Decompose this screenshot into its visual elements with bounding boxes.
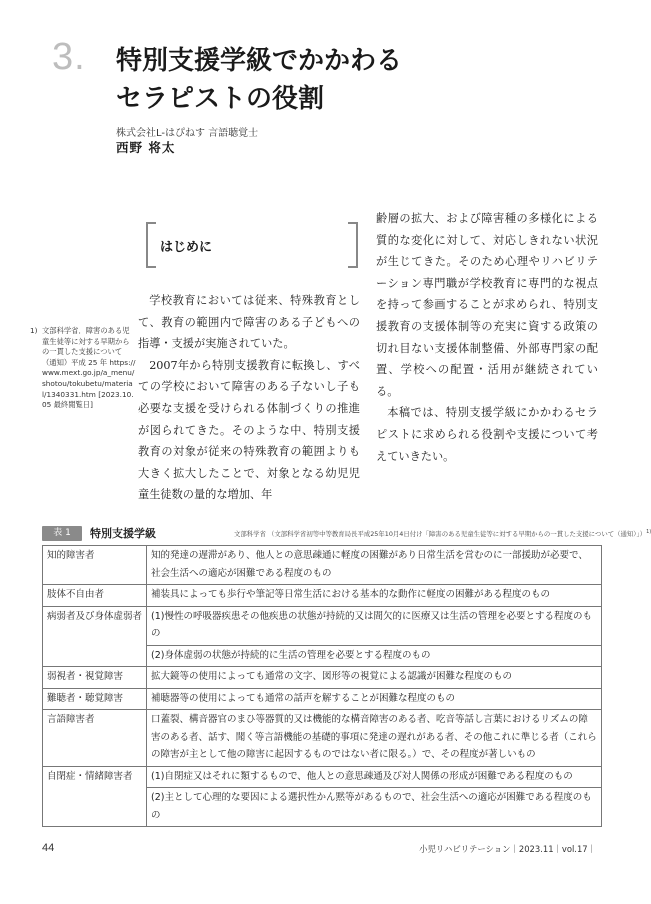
table-cell-category: 肢体不自由者	[43, 585, 147, 607]
table-row	[43, 606, 602, 645]
table-cell-description: (1)自閉症又はそれに類するもので、他人との意思疎通及び対人関係の形成が困難である程度のもの	[147, 766, 602, 788]
table-row	[43, 546, 602, 585]
page-title	[116, 42, 556, 118]
table-row	[43, 710, 602, 767]
body-column-right	[376, 208, 598, 467]
running-title: 小児リハビリテーション｜2023.11｜vol.17｜	[419, 844, 596, 854]
table-cell-description: (1)慢性の呼吸器疾患その他疾患の状態が持続的又は間欠的に医療又は生活の管理を必要とする程度のもの	[147, 606, 602, 645]
table-cell-description: 補装具によっても歩行や筆記等日常生活における基本的な動作に軽度の困難がある程度のもの	[147, 585, 602, 607]
table-title: 特別支援学級	[90, 527, 156, 540]
table-cell-category: 知的障害者	[43, 546, 147, 585]
table-cell-category: 言語障害者	[43, 710, 147, 767]
table-cell-category: 病弱者及び身体虚弱者	[43, 606, 147, 667]
section-heading-box	[146, 222, 358, 268]
author-affiliation: 株式会社L-はぴねす 言語聴覚士	[116, 128, 259, 139]
paragraph: 2007年から特別支援教育に転換し、すべての学校において障害のある子ないし子も必要な支援を受けられる体制づくりの推進が図られてきた。そのような中、特別支援教育の対象が従来の特殊教育の範囲よりも大きく拡大したことで、対象となる幼児児童生徒数の量的な増加、年	[138, 358, 360, 502]
author-name: 西野 将太	[116, 140, 176, 155]
paragraph: 本稿では、特別支援学級にかかわるセラピストに求められる役割や支援について考えていきたい。	[376, 406, 598, 463]
paragraph: 学校教育においては従来、特殊教育として、教育の範囲内で障害のある子どもへの指導・支援が実施されていた。	[138, 294, 360, 351]
section-heading: はじめに	[160, 240, 213, 255]
table-cell-description: 口蓋裂、構音器官のまひ等器質的又は機能的な構音障害のある者、吃音等話し言葉におけるリズムの障害のある者、話す、聞く等言語機能の基礎的事項に発達の遅れがある者、その他これに準じる者（これらの障害が主として他の障害に起因するものではない者に限る。）で、その程度が著しいもの	[147, 710, 602, 767]
table-header	[42, 526, 651, 542]
table-row	[43, 667, 602, 689]
footnote-text: 文部科学省．障害のある児童生徒等に対する早期からの一貫した支援について（通知）平成 25 年 https://www.mext.go.jp/a_menu/shotou/tokubetu/material/1340331.htm [2023.10.05 最終閲覧日]	[42, 326, 136, 410]
table-cell-description: 補聴器等の使用によっても通常の話声を解することが困難な程度のもの	[147, 688, 602, 710]
disability-classification-table	[42, 545, 602, 827]
paragraph: 齢層の拡大、および障害種の多様化による質的な変化に対して、対応しきれない状況が生じてきた。そのため心理やリハビリテーション専門職が学校教育に専門的な視点を持って参画することが求められ、特別支援教育の支援体制等の充実に資する政策の切れ目ない支援体制整備、外部専門家の配置、学校への配置・活用が継続されている。	[376, 212, 598, 398]
title-line-2: セラピストの役割	[116, 84, 325, 114]
bracket-right	[348, 222, 358, 268]
table-cell-category: 自閉症・情緒障害者	[43, 766, 147, 827]
table-row	[43, 585, 602, 607]
table-source-ref: 1)	[646, 529, 651, 535]
footnote-number: 1)	[30, 326, 38, 335]
page-number: 44	[42, 842, 55, 854]
table-row	[43, 688, 602, 710]
table-cell-description: (2)主として心理的な要因による選択性かん黙等があるもので、社会生活への適応が困難である程度のもの	[147, 788, 602, 827]
table-source-text: 文部科学省 （文部科学省初等中等教育局長平成25年10月4日付け「障害のある児童生徒等に対する早期からの一貫した支援について（通知）」）	[234, 530, 647, 539]
body-column-left	[138, 290, 360, 506]
table-cell-description: 拡大鏡等の使用によっても通常の文字、図形等の視覚による認識が困難な程度のもの	[147, 667, 602, 689]
table-cell-category: 難聴者・聴覚障害	[43, 688, 147, 710]
bracket-left	[146, 222, 156, 268]
table-badge: 表 1	[42, 526, 82, 541]
chapter-number: 3.	[52, 36, 86, 78]
title-line-1: 特別支援学級でかかわる	[116, 46, 403, 76]
table-cell-description: (2)身体虚弱の状態が持続的に生活の管理を必要とする程度のもの	[147, 645, 602, 667]
table-row	[43, 766, 602, 788]
footnote	[32, 326, 136, 411]
table-source	[234, 529, 651, 538]
table-cell-category: 弱視者・視覚障害	[43, 667, 147, 689]
table-cell-description: 知的発達の遅滞があり、他人との意思疎通に軽度の困難があり日常生活を営むのに一部援助が必要で、社会生活への適応が困難である程度のもの	[147, 546, 602, 585]
